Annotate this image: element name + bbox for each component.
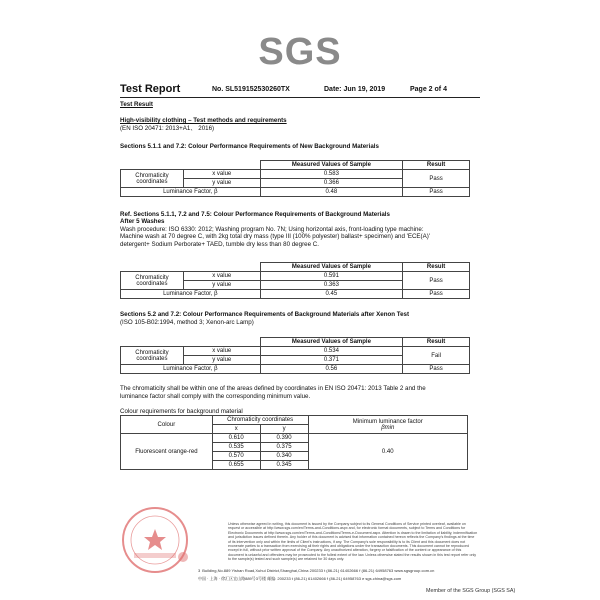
disclaimer-text: Unless otherwise agreed in writing, this document is issued by the Company subject to its General Conditions of Service printed overleaf, available on request or accessible at http://www.sgs.com/en/Terms-and-Conditions.aspx and, for electronic format documents, subject to Terms and Conditions for Electronic Documents at http://www.sgs.com/en/Terms-and-Conditions/Terms-e-Document.aspx. Attention is drawn to the limitation of liability, indemnification and jurisdiction issues defined therein. Any holder of this document is advised that information contained hereon reflects the Company's findings at the time of its intervention only and within the limits of Client's instructions, if any. The Company's sole responsibility is to its Client and this document does not exonerate parties to a transaction from exercising all their rights and obligations under the transaction documents. This document cannot be reproduced except in full, without prior written approval of the Company. Any unauthorized alteration, forgery or falsification of the content or appearance of this document is unlawful and offenders may be prosecuted to the fullest extent of the law. Unless otherwise stated the results shown in this test report refer only to the sample(s) tested and such sample(s) are retained for 30 days only. (228, 522, 478, 562)
luminance-value: 0.48 (260, 188, 403, 197)
y-header: y (260, 425, 308, 434)
req-y: 0.340 (260, 452, 308, 461)
y-value: 0.366 (260, 179, 403, 188)
colour-header: Colour (121, 416, 213, 434)
svg-text:SGS: SGS (258, 31, 342, 70)
luminance-label: Luminance Factor, β (121, 290, 261, 299)
wash-procedure-1: Wash procedure: ISO 6330: 2012; Washing program No. 7N; Using horizontal axis, front-loading type machine: (120, 226, 424, 233)
req-x: 0.610 (212, 434, 260, 443)
y-value: 0.363 (260, 281, 403, 290)
result-header: Result (403, 161, 470, 170)
section3-table (120, 337, 470, 374)
chroma-result: Fail (403, 347, 470, 365)
x-value: 0.583 (260, 170, 403, 179)
member-line: Member of the SGS Group (SGS SA) (426, 588, 516, 594)
header-rule (120, 97, 480, 98)
sgs-logo (248, 30, 352, 70)
wash-procedure-2: Machine wash at 70 degree C, with 2kg total dry mass (type III (100% polyester) ballast+ specimen) and 'ECE(A)' (120, 233, 430, 240)
req-y: 0.375 (260, 443, 308, 452)
section3-title: Sections 5.2 and 7.2: Colour Performance Requirements of Background Materials after Xenon Test (120, 311, 410, 318)
result-header: Result (403, 263, 470, 272)
x-header: x (212, 425, 260, 434)
standard-ref: (EN ISO 20471: 2013+A1、 2016) (120, 125, 215, 132)
x-label: x value (183, 170, 260, 179)
section3-method: (ISO 105-B02:1994, method 3; Xenon-arc Lamp) (120, 319, 254, 326)
chroma-label: Chromaticity coordinates (121, 170, 184, 188)
luminance-result: Pass (403, 365, 470, 374)
measured-header: Measured Values of Sample (260, 338, 403, 347)
requirements-caption: Colour requirements for background material (120, 408, 243, 415)
x-value: 0.591 (260, 272, 403, 281)
colour-name: Fluorescent orange-red (121, 434, 213, 470)
wash-procedure-3: detergent+ Sodium Perborate+ TAED, tumble dry less than 80 degree C. (120, 241, 319, 248)
chroma-coords-header: Chromaticity coordinates (212, 416, 308, 425)
y-label: y value (183, 356, 260, 365)
address-en: 3 Building,No.889 Yishan Road,Xuhui District,Shanghai,China 200233 t (86-21) 61402666 f (86-21) 64958763 www.sgsgroup.com.cn (198, 568, 435, 573)
luminance-label: Luminance Factor, β (121, 188, 261, 197)
section2-subtitle: After 5 Washes (120, 218, 165, 225)
page-number: Page 2 of 4 (410, 86, 447, 93)
min-luminance-value: 0.40 (308, 434, 468, 470)
luminance-value: 0.45 (260, 290, 403, 299)
report-number: No. SL519152530260TX (212, 86, 290, 93)
requirement-note-2: luminance factor shall comply with the corresponding minimum value. (120, 393, 311, 400)
req-x: 0.535 (212, 443, 260, 452)
section1-title: Sections 5.1.1 and 7.2: Colour Performance Requirements of New Background Materials (120, 143, 379, 150)
req-x: 0.655 (212, 461, 260, 470)
report-title: Test Report (120, 83, 181, 95)
x-label: x value (183, 272, 260, 281)
section-label: Test Result (120, 101, 153, 108)
report-date: Date: Jun 19, 2019 (324, 86, 386, 93)
stamp-mark (178, 552, 188, 562)
chroma-result: Pass (403, 272, 470, 290)
result-header: Result (403, 338, 470, 347)
chroma-label: Chromaticity coordinates (121, 347, 184, 365)
y-label: y value (183, 281, 260, 290)
requirements-table (120, 415, 468, 470)
chroma-result: Pass (403, 170, 470, 188)
chroma-label: Chromaticity coordinates (121, 272, 184, 290)
y-value: 0.371 (260, 356, 403, 365)
req-y: 0.345 (260, 461, 308, 470)
requirement-note-1: The chromaticity shall be within one of the areas defined by coordinates in EN ISO 20471: 2013 Table 2 and the (120, 385, 426, 392)
section2-title: Ref. Sections 5.1.1, 7.2 and 7.5: Colour Performance Requirements of Background Materials (120, 211, 390, 218)
measured-header: Measured Values of Sample (260, 161, 403, 170)
address-cn: 中国 · 上海 · 徐汇区宜山路889号3号楼 邮编: 200233 t (86-21) 61402666 f (86-21) 64958763 e sgs.china@sgs.com (198, 576, 402, 581)
luminance-label: Luminance Factor, β (121, 365, 261, 374)
req-y: 0.390 (260, 434, 308, 443)
company-seal-stamp (120, 505, 190, 575)
x-value: 0.534 (260, 347, 403, 356)
luminance-value: 0.56 (260, 365, 403, 374)
req-x: 0.570 (212, 452, 260, 461)
x-label: x value (183, 347, 260, 356)
section2-table (120, 262, 470, 299)
min-luminance-header: Minimum luminance factor βmin (308, 416, 468, 434)
measured-header: Measured Values of Sample (260, 263, 403, 272)
section1-table (120, 160, 470, 197)
luminance-result: Pass (403, 290, 470, 299)
luminance-result: Pass (403, 188, 470, 197)
y-label: y value (183, 179, 260, 188)
standard-title: High-visibility clothing – Test methods and requirements (120, 117, 287, 124)
